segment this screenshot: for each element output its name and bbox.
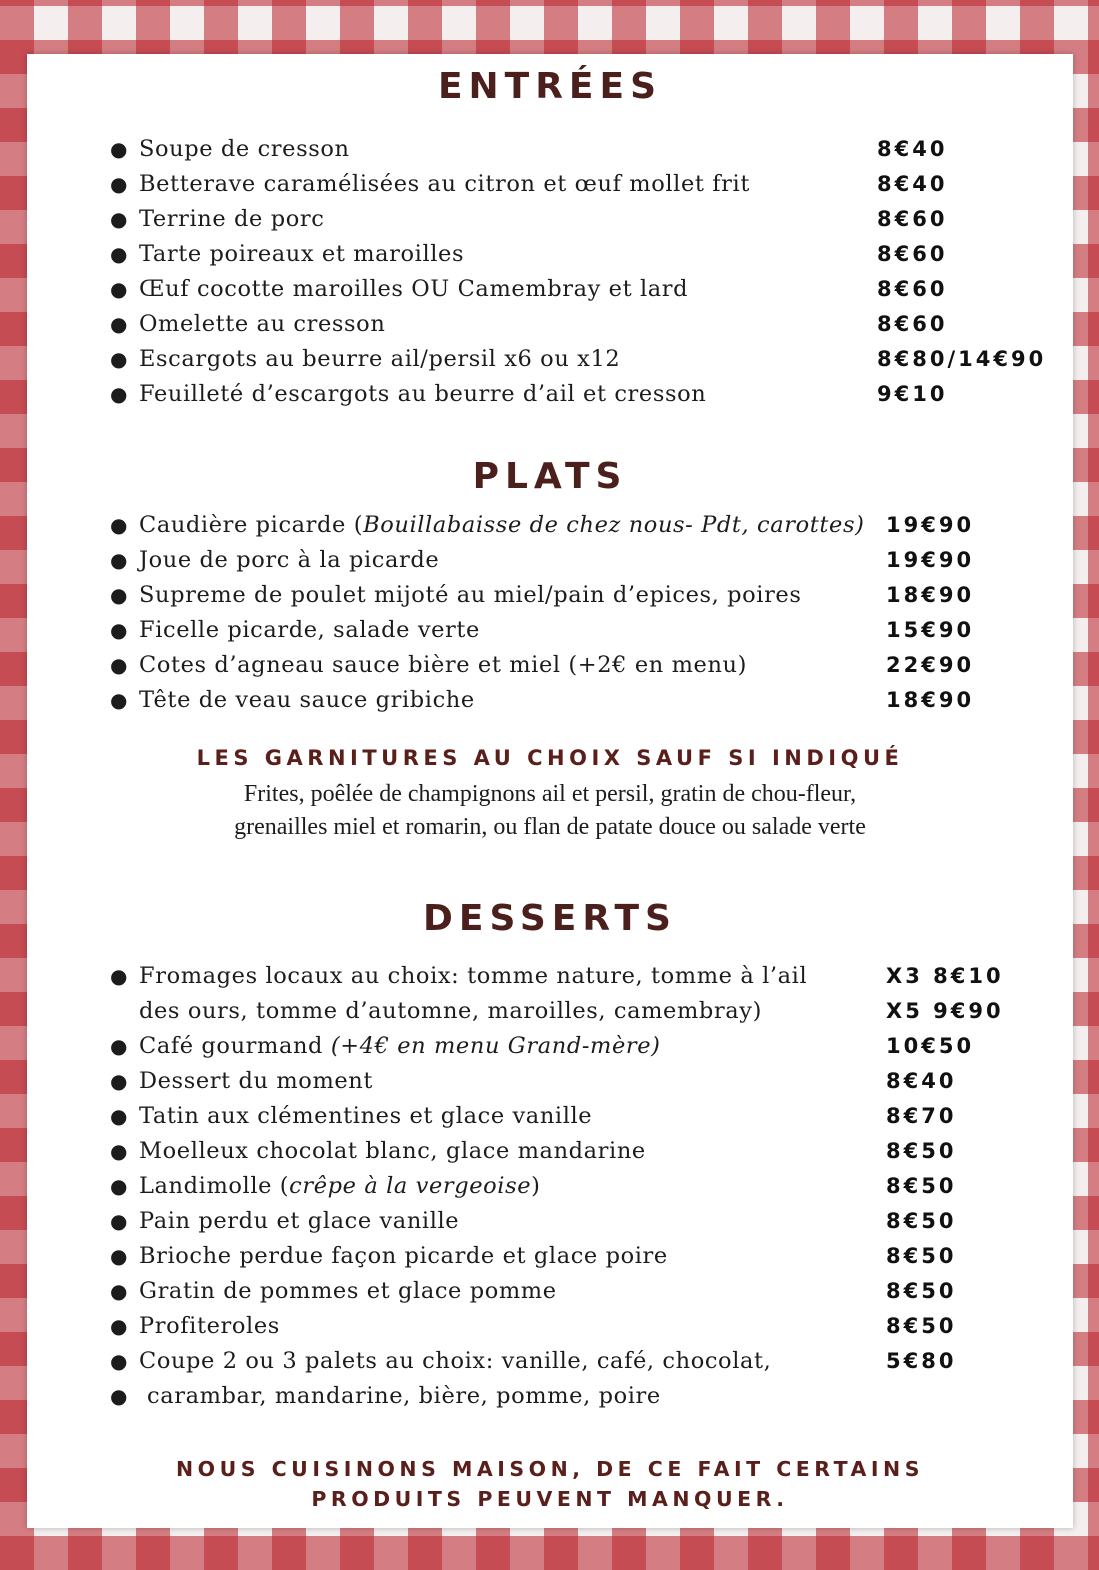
section-title-plats: PLATS: [472, 456, 628, 497]
list-item: ● Ficelle picarde, salade verte 15€90: [27, 613, 1073, 648]
item-price: 8€40: [877, 172, 948, 196]
item-price: 18€90: [886, 688, 975, 712]
item-price: 9€10: [877, 382, 948, 406]
item-price: 8€50: [886, 1314, 957, 1338]
list-item: ● Profiteroles 8€50: [27, 1309, 1073, 1344]
bullet-icon: ●: [110, 382, 129, 406]
bullet-icon: ●: [110, 347, 129, 371]
plats-list: [27, 508, 1073, 718]
item-price: 8€60: [877, 312, 948, 336]
item-price: 8€40: [877, 137, 948, 161]
item-price: 22€90: [886, 653, 975, 677]
list-item: ● Gratin de pommes et glace pomme 8€50: [27, 1274, 1073, 1309]
garnitures-title: LES GARNITURES AU CHOIX SAUF SI INDIQUÉ: [196, 746, 904, 770]
item-price: 8€60: [877, 277, 948, 301]
list-item: ● Fromages locaux au choix: tomme nature, tomme à l’ail X3 8€10: [27, 959, 1073, 994]
item-price: 19€90: [886, 548, 975, 572]
bullet-icon: ●: [110, 1174, 129, 1198]
menu-sheet: [27, 54, 1073, 1528]
bullet-icon: ●: [110, 513, 129, 537]
list-item: ● Moelleux chocolat blanc, glace mandarine 8€50: [27, 1134, 1073, 1169]
list-item: ● Cotes d’agneau sauce bière et miel (+2€ en menu) 22€90: [27, 648, 1073, 683]
list-item: ● Joue de porc à la picarde 19€90: [27, 543, 1073, 578]
garnitures-line-2: grenailles miel et romarin, ou flan de patate douce ou salade verte: [234, 814, 866, 840]
bullet-icon: ●: [110, 583, 129, 607]
list-item: ● carambar, mandarine, bière, pomme, poire: [27, 1379, 1073, 1414]
bullet-icon: ●: [110, 277, 129, 301]
bullet-icon: ●: [110, 242, 129, 266]
bullet-icon: ●: [110, 207, 129, 231]
bullet-icon: ●: [110, 1244, 129, 1268]
item-price: 8€50: [886, 1174, 957, 1198]
item-price: 18€90: [886, 583, 975, 607]
item-price: 8€60: [877, 207, 948, 231]
list-item: ● Brioche perdue façon picarde et glace poire 8€50: [27, 1239, 1073, 1274]
bullet-icon: ●: [110, 548, 129, 572]
list-item: ● Dessert du moment 8€40: [27, 1064, 1073, 1099]
footer-line-1: NOUS CUISINONS MAISON, DE CE FAIT CERTAINS: [176, 1457, 924, 1481]
list-item: ● Escargots au beurre ail/persil x6 ou x12 8€80/14€90: [27, 342, 1073, 377]
item-price: 15€90: [886, 618, 975, 642]
bullet-icon: ●: [110, 688, 129, 712]
list-item: ● Betterave caramélisées au citron et œuf mollet frit 8€40: [27, 167, 1073, 202]
section-title-entrees: ENTRÉES: [437, 66, 663, 107]
bullet-icon: ●: [110, 1384, 129, 1408]
bullet-icon: ●: [110, 618, 129, 642]
item-price: X3 8€10: [886, 964, 1004, 988]
list-item: ● Omelette au cresson 8€60: [27, 307, 1073, 342]
list-item: ● Tatin aux clémentines et glace vanille 8€70: [27, 1099, 1073, 1134]
item-price: 19€90: [886, 513, 975, 537]
list-item: ● Terrine de porc 8€60: [27, 202, 1073, 237]
bullet-icon: ●: [110, 1139, 129, 1163]
item-price: 8€50: [886, 1209, 957, 1233]
item-price: 8€50: [886, 1139, 957, 1163]
bullet-icon: ●: [110, 172, 129, 196]
item-price: 10€50: [886, 1034, 975, 1058]
item-price: 5€80: [886, 1349, 957, 1373]
item-price: 8€60: [877, 242, 948, 266]
list-item: ● Soupe de cresson 8€40: [27, 132, 1073, 167]
list-item: ● Caudière picarde (Bouillabaisse de chez nous- Pdt, carottes) 19€90: [27, 508, 1073, 543]
item-price: 8€70: [886, 1104, 957, 1128]
list-item: ● Œuf cocotte maroilles OU Camembray et lard 8€60: [27, 272, 1073, 307]
bullet-icon: ●: [110, 1349, 129, 1373]
desserts-list: [27, 959, 1073, 1414]
list-item: ● Supreme de poulet mijoté au miel/pain d’epices, poires 18€90: [27, 578, 1073, 613]
bullet-icon: ●: [110, 653, 129, 677]
bullet-icon: ●: [110, 137, 129, 161]
section-title-desserts: DESSERTS: [423, 898, 677, 939]
list-item: des ours, tomme d’automne, maroilles, camembray) X5 9€90: [27, 994, 1073, 1029]
item-price: 8€50: [886, 1279, 957, 1303]
bullet-icon: ●: [110, 1209, 129, 1233]
bullet-icon: ●: [110, 1069, 129, 1093]
item-price: 8€50: [886, 1244, 957, 1268]
entrees-list: [27, 132, 1073, 412]
item-price: 8€80/14€90: [877, 347, 1047, 371]
bullet-icon: ●: [110, 312, 129, 336]
bullet-icon: ●: [110, 1279, 129, 1303]
item-price: 8€40: [886, 1069, 957, 1093]
list-item: ● Coupe 2 ou 3 palets au choix: vanille, café, chocolat, 5€80: [27, 1344, 1073, 1379]
bullet-icon: ●: [110, 964, 129, 988]
item-price: X5 9€90: [886, 999, 1004, 1023]
footer-line-2: PRODUITS PEUVENT MANQUER.: [311, 1487, 789, 1511]
bullet-icon: ●: [110, 1314, 129, 1338]
list-item: ● Feuilleté d’escargots au beurre d’ail et cresson 9€10: [27, 377, 1073, 412]
list-item: ● Tête de veau sauce gribiche 18€90: [27, 683, 1073, 718]
list-item: ● Café gourmand (+4€ en menu Grand-mère) 10€50: [27, 1029, 1073, 1064]
garnitures-line-1: Frites, poêlée de champignons ail et persil, gratin de chou-fleur,: [243, 781, 857, 807]
list-item: ● Pain perdu et glace vanille 8€50: [27, 1204, 1073, 1239]
bullet-icon: ●: [110, 1034, 129, 1058]
list-item: ● Landimolle (crêpe à la vergeoise) 8€50: [27, 1169, 1073, 1204]
list-item: ● Tarte poireaux et maroilles 8€60: [27, 237, 1073, 272]
bullet-icon: ●: [110, 1104, 129, 1128]
